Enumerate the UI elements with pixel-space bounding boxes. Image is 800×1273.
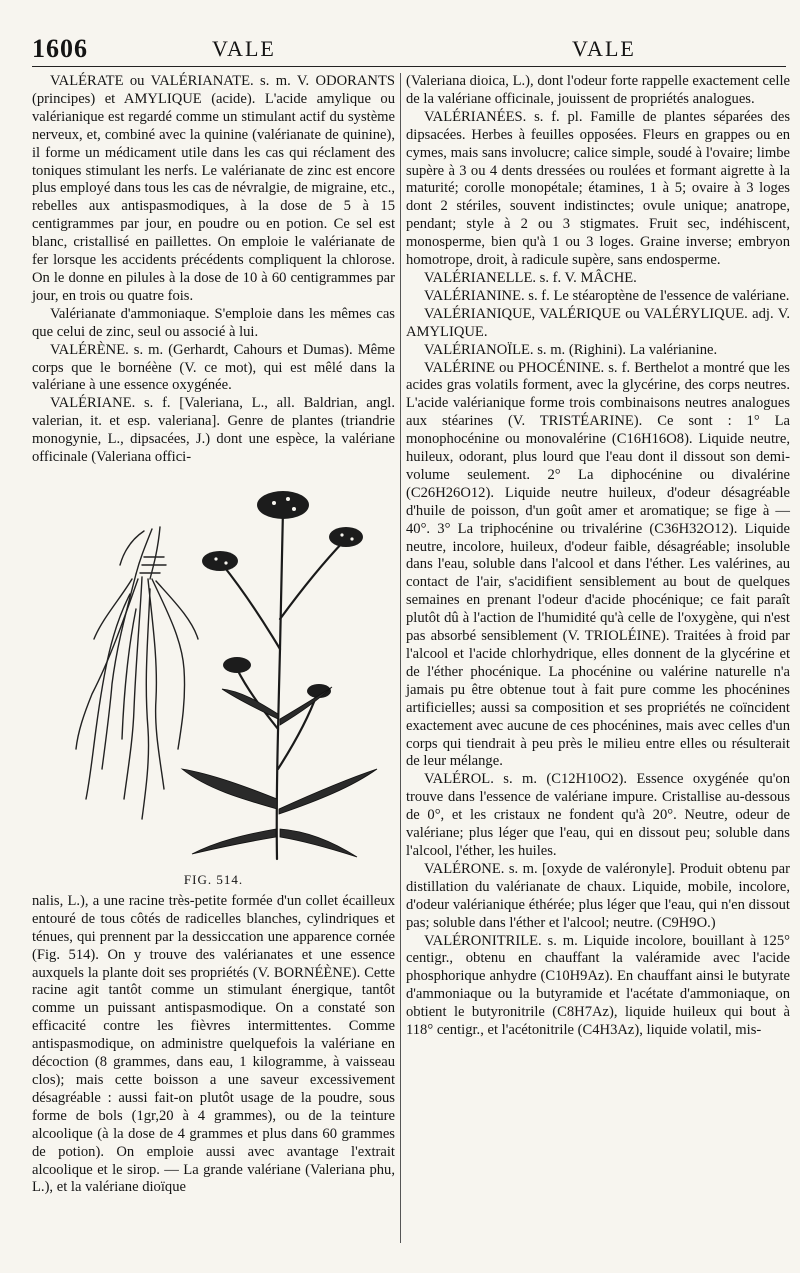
entry-valerol: VALÉROL. s. m. (C12H10O2). Essence oxygénée qu'on trouve dans l'essence de valériane impure. Cristallise au-dessous de 0°, et les cristaux ne fondent qu'à 20°. Neutre, odeur de valériane; plus léger que l'eau, qui en dissout peu; soluble dans l'alcool, l'éther, les huiles. (406, 771, 790, 859)
entry-valeriane-continued: nalis, L.), a une racine très-petite formée d'un collet écailleux entouré de tous côtés de radicelles blanches, cylindriques et ténues, qui prennent par la dessiccation une apparence cornée (Fig. 514). On y trouve des valérianates et une essence auxquels la plante doit ses propriétés (V. BORNÉÈNE). Cette racine agit tantôt comme un stimulant énergique, tantôt comme un puissant antispasmodique. On a constaté son efficacité contre les fièvres intermittentes. Comme antispasmodique, on administre quelquefois la valériane en décoction (8 grammes, dans eau, 1 kilogramme, à vaisseau clos); mais cette boisson a une saveur excessivement désagréable : aussi fait-on plutôt usage de la poudre, sous forme de bols (1gr,20 à 4 grammes), ou de la teinture alcoolique (à la dose de 4 grammes et plus dans 60 grammes de potion). On emploie aussi avec avantage l'extrait alcoolique et le sirop. — La grande valériane (Valeriana phu, L.), et la valériane dioïque (32, 892, 395, 1196)
column-divider (400, 73, 401, 1243)
entry-valerianoile: VALÉRIANOÏLE. s. m. (Righini). La valérianine. (424, 341, 718, 358)
running-header (32, 32, 786, 67)
entry-valerianique: VALÉRIANIQUE, VALÉRIQUE ou VALÉRYLIQUE. adj. V. AMYLIQUE. (406, 305, 790, 340)
entry-valeriane-end: (Valeriana dioica, L.), dont l'odeur forte rappelle exactement celle de la valériane officinale, jouissent de propriétés analogues. (406, 73, 790, 107)
right-column-guide-word: VALE (572, 36, 636, 61)
entry-valeriane: VALÉRIANE. s. f. [Valeriana, L., all. Baldrian, angl. valerian, it. et esp. valeriana]. Genre de plantes (triandrie monogynie, L., dipsacées, J.) dont une espèce, la valériane officinale (Valeriana offici- (32, 395, 395, 466)
entry-valerone: VALÉRONE. s. m. [oxyde de valéronyle]. Produit obtenu par distillation du valérianate de chaux. Liquide, mobile, incolore, d'odeur valérianique éthérée; plus léger que l'eau, qui n'en dissout pas; soluble dans l'éther et l'alcool; neutre. (C9H9O.) (406, 860, 790, 931)
entry-valerianine: VALÉRIANINE. s. f. Le stéaroptène de l'essence de valériane. (424, 287, 790, 304)
entry-valeronitrile: VALÉRONITRILE. s. m. Liquide incolore, bouillant à 125° centigr., obtenu en chauffant la valéramide avec l'acide phosphorique anhydre (C10H9Az). En chauffant ainsi le butyrate d'ammoniaque ou la butyramide et l'acétate d'ammoniaque, on obtient le butyronitrile (C8H7Az), liquide huileux qui bout à 118° centigr., et l'acétonitrile (C4H3Az), liquide volatil, mis- (406, 932, 790, 1039)
left-column-guide-word: VALE (212, 36, 276, 61)
valerian-plant-drawing (32, 469, 395, 869)
page-number: 1606 (32, 34, 88, 63)
right-column (406, 73, 790, 1040)
left-column (32, 73, 395, 1197)
entry-valerianelle: VALÉRIANELLE. s. f. V. MÂCHE. (424, 269, 637, 286)
entry-valerianees: VALÉRIANÉES. s. f. pl. Famille de plantes séparées des dipsacées. Herbes à feuilles opposées. Fleurs en grappes ou en cymes, mais sans involucre; calice simple, soudé à l'ovaire; limbe supère à 3 ou 4 dents dressées ou roulées et formant aigrette à la maturité; corolle monopétale; étamines, 1 à 5; ovaire à 3 loges dont 2 stériles, souvent indistinctes; ovule unique; anatrope, pendant; style à 2 ou 3 stigmates. Fruit sec, indéhiscent, monosperme, bien qu'à 1 ou 3 loges. Graine inverse; embryon homotrope, droit, à radicule supère, sans endosperme. (406, 108, 790, 269)
plant-illustration (32, 469, 395, 889)
entry-valerianate-ammoniaque: Valérianate d'ammoniaque. S'emploie dans les mêmes cas que celui de zinc, seul ou associé à lui. (32, 305, 395, 340)
entry-valerine: VALÉRINE ou PHOCÉNINE. s. f. Berthelot a montré que les acides gras volatils forment, avec la glycérine, des corps neutres. L'acide valérianique forme trois combinaisons neutres analogues aux stéarines (V. TRISTÉARINE). Ce sont : 1° La monophocénine ou monovalérine (C16H16O8). Liquide neutre, huileux, odorant, plus lourd que l'eau dont il dissout son demi-volume seulement. 2° La diphocénine ou divalérine (C26H26O12). Liquide neutre huileux, d'odeur désagréable d'huile de poisson, d'un goût amer et aromatique; se fige à — 40°. 3° La triphocénine ou trivalérine (C36H32O12). Liquide neutre, incolore, huileux, d'odeur faible, désagréable; insoluble dans l'eau, soluble dans l'alcool et dans l'éther. Les valérines, au contact de l'air, s'acidifient sensiblement au bout de quelques semaines en prenant l'odeur d'acide phocénique; ce fait paraît plutôt dû à l'action de l'humidité qu'à celle de l'oxygène, qui n'est pas absorbé sensiblement (V. TRIOLÉINE). Traitées à froid par l'alcool et l'acide chlorhydrique, elles donnent de la glycérine et de l'éther phocénique. La phocénine ou valérine naturelle n'a jamais pu être obtenue tout à fait pure comme les phocénines artificielles; aussi sa composition et ses propriétés ne coïncident exactement avec aucune de ces phocénines, mais avec celles d'un corps qui tiendrait à peu près le milieu entre elles ou résulterait de leur mélange. (406, 359, 790, 770)
entry-valerate: VALÉRATE ou VALÉRIANATE. s. m. V. ODORANTS (principes) et AMYLIQUE (acide). L'acide amylique ou valérianique est regardé comme un stimulant actif du système nerveux, et, combiné avec la quinine (valérianate de quinine), il forme un médicament utile dans les cas qui réclament des toniques stimulant les nerfs. Le valérianate de zinc est encore plus employé dans tous les cas de névralgie, de migraine, etc., rebelles aux antispasmodiques, à la dose de 5 à 15 centigrammes par jour, en poudre ou en potion. Ce sel est blanc, cristallisé en paillettes. On emploie le valérianate de fer lorsque les accidents précédents compliquent la chlorose. On le donne en pilules à la dose de 10 à 60 centigrammes par jour, en trois ou quatre fois. (32, 73, 395, 304)
figure-caption: FIG. 514. (183, 872, 244, 888)
entry-valerene: VALÉRÈNE. s. m. (Gerhardt, Cahours et Dumas). Même corps que le bornéène (V. ce mot), qui est mêlé dans la valériane à une essence oxygénée. (32, 341, 395, 394)
